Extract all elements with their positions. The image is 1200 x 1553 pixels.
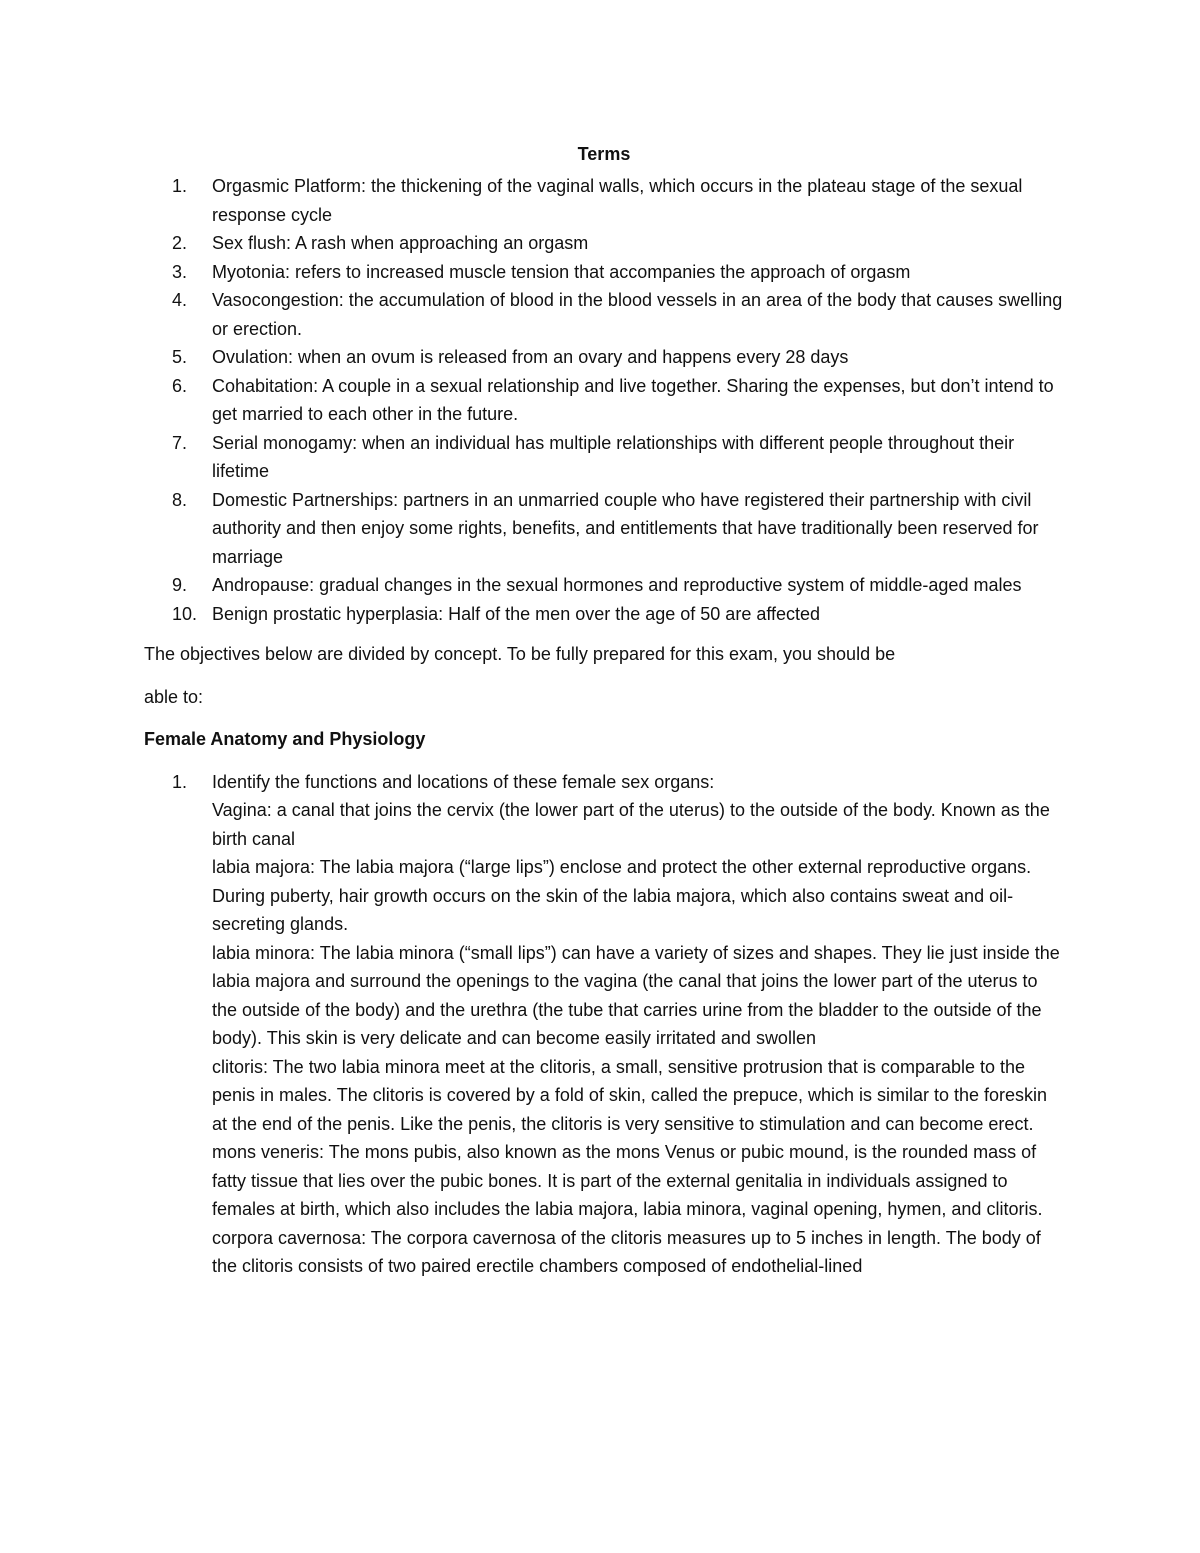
- term-item: 10. Benign prostatic hyperplasia: Half of the men over the age of 50 are affected: [172, 603, 821, 624]
- term-item: 4. Vasocongestion: the accumulation of blood in the blood vessels in an area of the body that causes swelling or erection.: [172, 290, 1063, 339]
- term-item: 7. Serial monogamy: when an individual has multiple relationships with different people throughout their lifetime: [172, 432, 1015, 481]
- term-text: Orgasmic Platform: the thickening of the vaginal walls, which occurs in the plateau stage of the sexual response cycle: [212, 176, 1023, 225]
- term-item: 1. Orgasmic Platform: the thickening of the vaginal walls, which occurs in the plateau stage of the sexual response cycle: [172, 176, 1023, 225]
- section-heading: Female Anatomy and Physiology: [144, 729, 426, 749]
- definition-clitoris: clitoris: The two labia minora meet at the clitoris, a small, sensitive protrusion that is comparable to the penis in males. The clitoris is covered by a fold of skin, called the prepuce, which is similar to the foreskin at the end of the penis. Like the penis, the clitoris is very sensitive to stimulation and can become erect.: [212, 1056, 1048, 1134]
- definition-corpora-cavernosa: corpora cavernosa: The corpora cavernosa of the clitoris measures up to 5 inches in length. The body of the clitoris consists of two paired erectile chambers composed of endothelial-lined: [212, 1227, 1041, 1276]
- term-text: Andropause: gradual changes in the sexual hormones and reproductive system of middle-aged males: [212, 575, 1022, 595]
- objectives-intro-line1: The objectives below are divided by concept. To be fully prepared for this exam, you should be: [144, 644, 896, 664]
- term-item: 6. Cohabitation: A couple in a sexual relationship and live together. Sharing the expenses, but don’t intend to get married to each other in the future.: [172, 375, 1054, 424]
- term-item: 8. Domestic Partnerships: partners in an unmarried couple who have registered their partnership with civil authority and then enjoy some rights, benefits, and entitlements that have traditionally been reserved for marriage: [172, 489, 1039, 567]
- definition-labia-minora: labia minora: The labia minora (“small lips”) can have a variety of sizes and shapes. They lie just inside the labia majora and surround the openings to the vagina (the canal that joins the lower part of the uterus to the outside of the body) and the urethra (the tube that carries urine from the bladder to the outside of the body). This skin is very delicate and can become easily irritated and swollen: [212, 942, 1060, 1048]
- term-text: Domestic Partnerships: partners in an unmarried couple who have registered their partnership with civil authority and then enjoy some rights, benefits, and entitlements that have traditionally been reserved for marriage: [212, 489, 1039, 567]
- document-title: Terms: [577, 144, 631, 164]
- term-text: Myotonia: refers to increased muscle tension that accompanies the approach of orgasm: [212, 261, 911, 282]
- term-text: Serial monogamy: when an individual has multiple relationships with different people throughout their lifetime: [212, 432, 1015, 481]
- objectives-list: [144, 768, 1064, 1281]
- definition-labia-majora: labia majora: The labia majora (“large lips”) enclose and protect the other external reproductive organs. During puberty, hair growth occurs on the skin of the labia majora, which also contains sweat and oil-secreting glands.: [212, 857, 1032, 934]
- term-item: 9. Andropause: gradual changes in the sexual hormones and reproductive system of middle-aged males: [172, 575, 1022, 595]
- term-item: 5. Ovulation: when an ovum is released from an ovary and happens every 28 days: [172, 347, 849, 367]
- term-text: Cohabitation: A couple in a sexual relationship and live together. Sharing the expenses, but don’t intend to get married to each other in the future.: [212, 375, 1054, 424]
- term-text: Vasocongestion: the accumulation of blood in the blood vessels in an area of the body that causes swelling or erection.: [212, 290, 1063, 339]
- document-content: [144, 140, 1064, 1281]
- term-item: 2. Sex flush: A rash when approaching an orgasm: [172, 233, 589, 253]
- term-item: 3. Myotonia: refers to increased muscle tension that accompanies the approach of orgasm: [172, 261, 911, 282]
- objectives-intro-line2: able to:: [144, 686, 204, 707]
- objective-text: Identify the functions and locations of these female sex organs:: [212, 771, 715, 792]
- term-text: Ovulation: when an ovum is released from an ovary and happens every 28 days: [212, 347, 849, 367]
- definition-vagina: Vagina: a canal that joins the cervix (the lower part of the uterus) to the outside of the body. Known as the birth canal: [212, 800, 1050, 849]
- term-text: Sex flush: A rash when approaching an orgasm: [212, 233, 589, 253]
- term-text: Benign prostatic hyperplasia: Half of the men over the age of 50 are affected: [212, 603, 821, 624]
- terms-list: [144, 172, 1064, 628]
- definition-mons-veneris: mons veneris: The mons pubis, also known as the mons Venus or pubic mound, is the rounded mass of fatty tissue that lies over the pubic bones. It is part of the external genitalia in individuals assigned to females at birth, which also includes the labia majora, labia minora, vaginal opening, hymen, and clitoris.: [212, 1142, 1043, 1219]
- objective-item: 1. Identify the functions and locations of these female sex organs:: [172, 771, 715, 792]
